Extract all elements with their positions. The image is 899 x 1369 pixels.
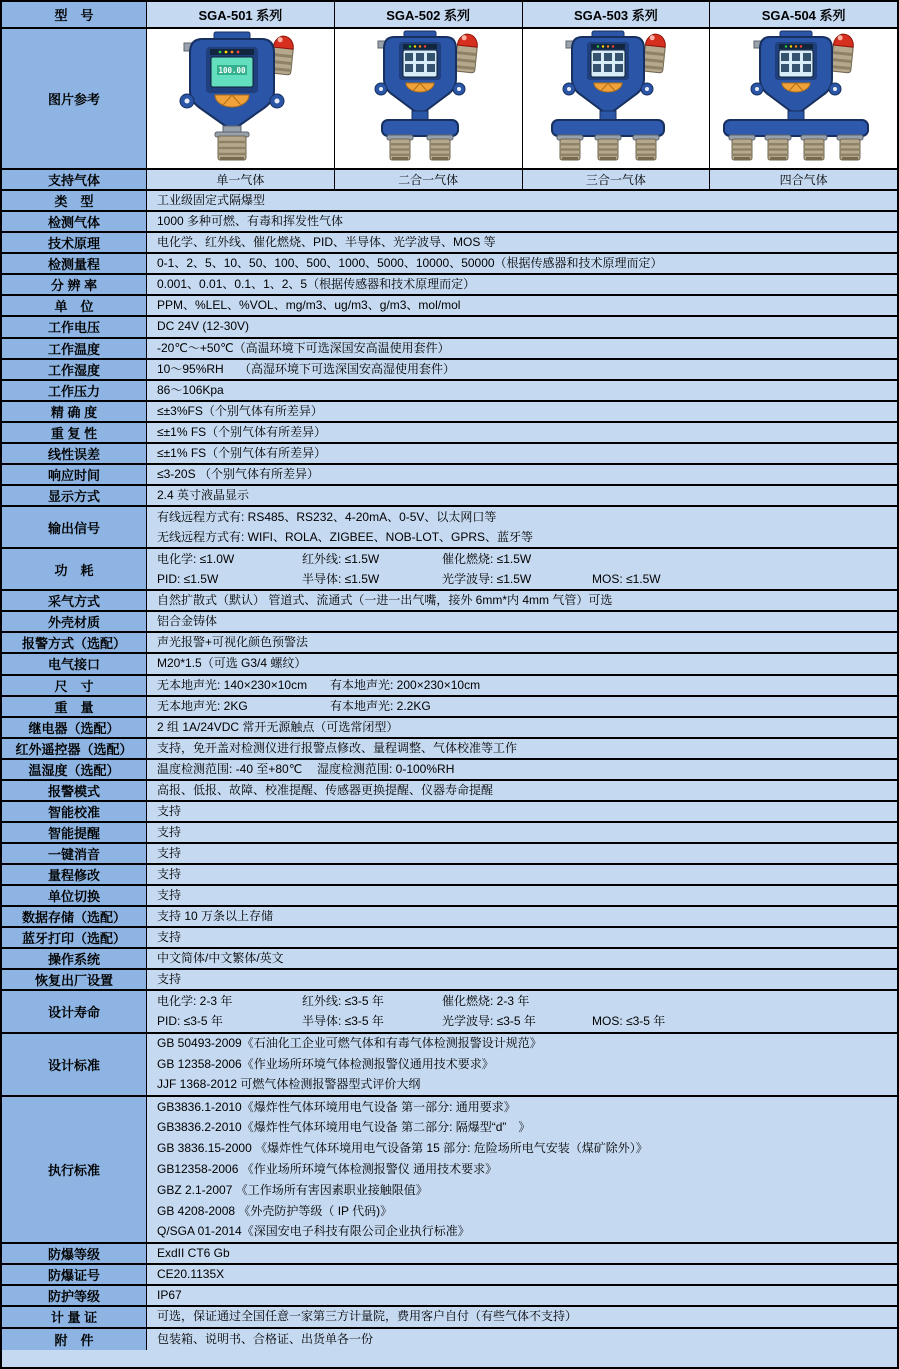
spec-row-label: 执行标准 bbox=[2, 1097, 147, 1242]
spec-row bbox=[2, 296, 897, 317]
spec-value-line: 支持 bbox=[157, 972, 182, 987]
spec-value-line bbox=[157, 550, 889, 569]
spec-row-value bbox=[147, 1034, 897, 1095]
spec-row-value bbox=[147, 802, 897, 821]
spec-row bbox=[2, 612, 897, 633]
spec-value-segment: 有本地声光: 200×230×10cm bbox=[330, 677, 481, 692]
spec-value-line: GB12358-2006 《作业场所环境气体检测报警仪 通用技术要求》 bbox=[157, 1162, 498, 1176]
spec-row-value bbox=[147, 823, 897, 842]
spec-row bbox=[2, 233, 897, 254]
spec-value-line: 支持 bbox=[157, 888, 182, 903]
spec-value-segment: 红外线: ≤3-5 年 bbox=[302, 993, 384, 1008]
spec-value-line: 声光报警+可视化颜色预警法 bbox=[157, 635, 309, 650]
spec-row bbox=[2, 591, 897, 612]
spec-row-label: 单位切换 bbox=[2, 886, 147, 905]
spec-value-line: ≤3-20S （个别气体有所差异） bbox=[157, 466, 319, 481]
spec-value-line: PPM、%LEL、%VOL、mg/m3、ug/m3、g/m3、mol/mol bbox=[157, 298, 461, 313]
spec-value-line: GB 50493-2009《石油化工企业可燃气体和有毒气体检测报警设计规范》 bbox=[157, 1036, 542, 1051]
gas-cell-4: 四合气体 bbox=[710, 170, 897, 189]
spec-row-value bbox=[147, 444, 897, 463]
spec-value-line bbox=[157, 760, 889, 779]
spec-row-label: 设计标准 bbox=[2, 1034, 147, 1095]
spec-row-label: 显示方式 bbox=[2, 486, 147, 505]
spec-row-value bbox=[147, 212, 897, 231]
spec-value-line: CE20.1135X bbox=[157, 1267, 225, 1282]
spec-value-line: GB3836.1-2010《爆炸性气体环境用电气设备 第一部分: 通用要求》 bbox=[157, 1099, 516, 1114]
spec-row bbox=[2, 549, 897, 591]
spec-value-segment: MOS: ≤1.5W bbox=[592, 571, 661, 586]
spec-row-value bbox=[147, 1097, 897, 1242]
spec-value-segment: PID: ≤3-5 年 bbox=[157, 1014, 223, 1029]
spec-value-line: 可选，保证通过全国任意一家第三方计量院，费用客户自付（有些气体不支持） bbox=[157, 1309, 578, 1324]
spec-row bbox=[2, 718, 897, 739]
spec-value-line: 支持 bbox=[157, 803, 182, 818]
spec-row-label: 智能校准 bbox=[2, 802, 147, 821]
spec-value-line: GBZ 2.1-2007 《工作场所有害因素职业接触限值》 bbox=[157, 1182, 428, 1197]
spec-row bbox=[2, 654, 897, 675]
spec-row-value bbox=[147, 781, 897, 800]
spec-row bbox=[2, 1329, 897, 1350]
spec-row-value bbox=[147, 654, 897, 673]
spec-row-label: 类 型 bbox=[2, 191, 147, 210]
spec-row-value bbox=[147, 549, 897, 589]
spec-row-label: 防爆证号 bbox=[2, 1265, 147, 1284]
spec-row-value bbox=[147, 970, 897, 989]
spec-row-value bbox=[147, 381, 897, 400]
spec-value-segment: 温度检测范围: -40 至+80℃ bbox=[157, 761, 303, 776]
spec-row-value bbox=[147, 191, 897, 210]
spec-row-value bbox=[147, 697, 897, 716]
spec-value-line: 电化学、红外线、催化燃烧、PID、半导体、光学波导、MOS 等 bbox=[157, 235, 496, 250]
spec-row bbox=[2, 844, 897, 865]
spec-row-value bbox=[147, 633, 897, 652]
spec-row-value bbox=[147, 465, 897, 484]
spec-value-line: Q/SGA 01-2014《深国安电子科技有限公司企业执行标准》 bbox=[157, 1224, 470, 1239]
spec-row-label: 单 位 bbox=[2, 296, 147, 315]
spec-value-line: 10～95%RH （高湿环境下可选深国安高湿使用套件） bbox=[157, 361, 456, 376]
spec-row-label: 工作压力 bbox=[2, 381, 147, 400]
spec-row-label: 尺 寸 bbox=[2, 676, 147, 695]
spec-value-segment: 光学波导: ≤3-5 年 bbox=[442, 1014, 536, 1029]
spec-row-label: 设计寿命 bbox=[2, 991, 147, 1031]
spec-value-segment: 有本地声光: 2.2KG bbox=[330, 698, 431, 713]
spec-value-line: 2 组 1A/24VDC 常开无源触点（可选常闭型） bbox=[157, 719, 399, 734]
spec-row-value bbox=[147, 339, 897, 358]
spec-row bbox=[2, 360, 897, 381]
spec-row-value bbox=[147, 907, 897, 926]
spec-row-label: 技术原理 bbox=[2, 233, 147, 252]
spec-value-line bbox=[157, 676, 889, 695]
gas-cell-2: 二合一气体 bbox=[335, 170, 523, 189]
device-cell-2 bbox=[335, 29, 523, 168]
spec-value-line bbox=[157, 697, 889, 716]
spec-value-line bbox=[157, 570, 889, 589]
spec-value-line: ExdII CT6 Gb bbox=[157, 1246, 230, 1261]
spec-value-segment: 催化燃烧: ≤1.5W bbox=[442, 551, 532, 566]
spec-row-label: 响应时间 bbox=[2, 465, 147, 484]
spec-row bbox=[2, 212, 897, 233]
spec-row bbox=[2, 970, 897, 991]
spec-row bbox=[2, 802, 897, 823]
spec-value-line: 支持 bbox=[157, 867, 182, 882]
spec-row-value bbox=[147, 676, 897, 695]
spec-value-segment: 光学波导: ≤1.5W bbox=[442, 571, 532, 586]
image-row bbox=[2, 29, 897, 170]
spec-row-label: 一键消音 bbox=[2, 844, 147, 863]
spec-value-line bbox=[157, 1012, 889, 1031]
spec-value-line: IP67 bbox=[157, 1288, 182, 1303]
spec-row-label: 检测气体 bbox=[2, 212, 147, 231]
spec-row-label: 重 复 性 bbox=[2, 423, 147, 442]
spec-row-label: 温湿度（选配） bbox=[2, 760, 147, 779]
spec-row-value bbox=[147, 949, 897, 968]
spec-row-value bbox=[147, 423, 897, 442]
spec-row-label: 量程修改 bbox=[2, 865, 147, 884]
spec-row-label: 报警模式 bbox=[2, 781, 147, 800]
alarm-beacon bbox=[643, 33, 667, 73]
spec-row bbox=[2, 1034, 897, 1097]
spec-row-label: 线性误差 bbox=[2, 444, 147, 463]
spec-row bbox=[2, 381, 897, 402]
spec-row-value bbox=[147, 1329, 897, 1350]
spec-row-label: 输出信号 bbox=[2, 507, 147, 547]
model-header-4: SGA-504 系列 bbox=[710, 2, 897, 27]
spec-row-value bbox=[147, 739, 897, 758]
spec-row bbox=[2, 949, 897, 970]
spec-value-segment: 半导体: ≤3-5 年 bbox=[302, 1014, 384, 1029]
spec-row-label: 计 量 证 bbox=[2, 1307, 147, 1326]
spec-value-line: 自然扩散式（默认） 管道式、流通式（一进一出气嘴，接外 6mm*内 4mm 气管）可选 bbox=[157, 593, 613, 608]
spec-row bbox=[2, 907, 897, 928]
spec-row-label: 蓝牙打印（选配） bbox=[2, 928, 147, 947]
spec-value-line: 2.4 英寸液晶显示 bbox=[157, 487, 250, 502]
spec-value-line: 工业级固定式隔爆型 bbox=[157, 193, 266, 208]
row-label-image: 图片参考 bbox=[2, 29, 147, 168]
spec-row bbox=[2, 402, 897, 423]
spec-row-value bbox=[147, 254, 897, 273]
spec-row-value bbox=[147, 844, 897, 863]
spec-row bbox=[2, 317, 897, 338]
spec-row-value bbox=[147, 1307, 897, 1326]
spec-value-line: 有线远程方式有: RS485、RS232、4-20mA、0-5V、以太网口等 bbox=[157, 509, 497, 524]
gas-cell-3: 三合一气体 bbox=[523, 170, 711, 189]
spec-row-label: 重 量 bbox=[2, 697, 147, 716]
spec-row-value bbox=[147, 865, 897, 884]
spec-row-value bbox=[147, 486, 897, 505]
gas-cell-1: 单一气体 bbox=[147, 170, 335, 189]
spec-row-value bbox=[147, 928, 897, 947]
spec-row-label: 功 耗 bbox=[2, 549, 147, 589]
device-image-sga-504 bbox=[718, 29, 890, 168]
spec-value-line: 1000 多种可燃、有毒和挥发性气体 bbox=[157, 214, 344, 229]
spec-value-line: 支持 bbox=[157, 846, 182, 861]
spec-row-value bbox=[147, 402, 897, 421]
spec-row-label: 精 确 度 bbox=[2, 402, 147, 421]
spec-row-value bbox=[147, 1244, 897, 1263]
spec-value-line: 支持 10 万条以上存储 bbox=[157, 909, 274, 924]
spec-row bbox=[2, 423, 897, 444]
spec-value-segment: 催化燃烧: 2-3 年 bbox=[442, 993, 530, 1008]
spec-value-segment: 电化学: ≤1.0W bbox=[157, 551, 235, 566]
spec-value-line: ≤±1% FS（个别气体有所差异） bbox=[157, 424, 327, 439]
spec-value-line: M20*1.5（可选 G3/4 螺纹） bbox=[157, 656, 307, 671]
spec-row-value bbox=[147, 275, 897, 294]
alarm-beacon bbox=[830, 33, 854, 73]
spec-row bbox=[2, 486, 897, 507]
header-row bbox=[2, 2, 897, 29]
spec-value-segment: MOS: ≤3-5 年 bbox=[592, 1014, 666, 1029]
spec-value-line: 支持，免开盖对检测仪进行报警点修改、量程调整、气体校准等工作 bbox=[157, 740, 518, 755]
spec-value-line: 铝合金铸体 bbox=[157, 614, 218, 629]
spec-value-line: GB 12358-2006《作业场所环境气体检测报警仪通用技术要求》 bbox=[157, 1056, 494, 1071]
spec-value-line: 0.001、0.01、0.1、1、2、5（根据传感器和技术原理而定） bbox=[157, 277, 476, 292]
spec-row-value bbox=[147, 1286, 897, 1305]
device-cell-4 bbox=[710, 29, 897, 168]
spec-row-label: 红外遥控器（选配） bbox=[2, 739, 147, 758]
spec-value-segment: 半导体: ≤1.5W bbox=[302, 571, 380, 586]
row-label-gas: 支持气体 bbox=[2, 170, 147, 189]
spec-row-value bbox=[147, 760, 897, 779]
spec-row-label: 智能提醒 bbox=[2, 823, 147, 842]
spec-row-label: 电气接口 bbox=[2, 654, 147, 673]
spec-value-line: 86～106Kpa bbox=[157, 382, 224, 397]
spec-row-value bbox=[147, 296, 897, 315]
alarm-beacon bbox=[455, 33, 479, 73]
device-cells bbox=[147, 29, 897, 168]
spec-row bbox=[2, 739, 897, 760]
spec-table-body bbox=[2, 191, 897, 1350]
gas-cells bbox=[147, 170, 897, 189]
spec-row-label: 操作系统 bbox=[2, 949, 147, 968]
spec-row bbox=[2, 928, 897, 949]
spec-row bbox=[2, 1307, 897, 1328]
spec-value-line: JJF 1368-2012 可燃气体检测报警器型式评价大纲 bbox=[157, 1077, 421, 1092]
spec-value-segment: 湿度检测范围: 0-100%RH bbox=[317, 761, 455, 776]
spec-value-line: GB 4208-2008 《外壳防护等级（ IP 代码)》 bbox=[157, 1203, 393, 1218]
spec-row bbox=[2, 507, 897, 549]
spec-row-value bbox=[147, 991, 897, 1031]
spec-row bbox=[2, 275, 897, 296]
spec-row-value bbox=[147, 591, 897, 610]
device-image-sga-501 bbox=[154, 29, 326, 168]
spec-row bbox=[2, 254, 897, 275]
spec-value-line: 包装箱、说明书、合格证、出货单各一份 bbox=[157, 1331, 374, 1346]
spec-row-label: 恢复出厂设置 bbox=[2, 970, 147, 989]
spec-row-label: 分 辨 率 bbox=[2, 275, 147, 294]
spec-row bbox=[2, 444, 897, 465]
spec-value-line: GB 3836.15-2000 《爆炸性气体环境用电气设备第 15 部分: 危险场所电气安装（煤矿除外）》 bbox=[157, 1141, 648, 1156]
spec-value-line bbox=[157, 992, 889, 1011]
spec-row-value bbox=[147, 718, 897, 737]
spec-row bbox=[2, 823, 897, 844]
model-header-2: SGA-502 系列 bbox=[335, 2, 523, 27]
spec-value-segment: 红外线: ≤1.5W bbox=[302, 551, 380, 566]
model-headers bbox=[147, 2, 897, 27]
model-header-1: SGA-501 系列 bbox=[147, 2, 335, 27]
spec-row-value bbox=[147, 507, 897, 547]
spec-value-line: 支持 bbox=[157, 930, 182, 945]
spec-row-value bbox=[147, 317, 897, 336]
spec-row bbox=[2, 1265, 897, 1286]
spec-row-label: 报警方式（选配） bbox=[2, 633, 147, 652]
spec-row-value bbox=[147, 360, 897, 379]
spec-row bbox=[2, 633, 897, 654]
spec-value-line: GB3836.2-2010《爆炸性气体环境用电气设备 第二部分: 隔爆型“d” 》 bbox=[157, 1120, 531, 1135]
spec-row bbox=[2, 781, 897, 802]
spec-row bbox=[2, 865, 897, 886]
spec-row-label: 外壳材质 bbox=[2, 612, 147, 631]
spec-value-line: -20℃～+50℃（高温环境下可选深国安高温使用套件） bbox=[157, 340, 450, 355]
gas-row bbox=[2, 170, 897, 191]
row-label-model: 型 号 bbox=[2, 2, 147, 27]
spec-row-label: 采气方式 bbox=[2, 591, 147, 610]
spec-row bbox=[2, 1286, 897, 1307]
spec-value-line: 0-1、2、5、10、50、100、500、1000、5000、10000、50000（根据传感器和技术原理而定） bbox=[157, 256, 663, 271]
spec-value-segment: 无本地声光: 140×230×10cm bbox=[157, 677, 308, 692]
spec-row bbox=[2, 676, 897, 697]
device-screen-reading: 100.00 bbox=[218, 66, 246, 75]
spec-value-segment: 电化学: 2-3 年 bbox=[157, 993, 233, 1008]
device-cell-1 bbox=[147, 29, 335, 168]
spec-row bbox=[2, 191, 897, 212]
spec-value-line: ≤±3%FS（个别气体有所差异） bbox=[157, 403, 323, 418]
spec-row bbox=[2, 1097, 897, 1244]
spec-value-segment: 无本地声光: 2KG bbox=[157, 698, 248, 713]
spec-row-label: 工作湿度 bbox=[2, 360, 147, 379]
device-cell-3 bbox=[523, 29, 711, 168]
spec-value-line: 中文简体/中文繁体/英文 bbox=[157, 951, 284, 966]
spec-row bbox=[2, 339, 897, 360]
spec-row bbox=[2, 465, 897, 486]
spec-value-line: ≤±1% FS（个别气体有所差异） bbox=[157, 445, 327, 460]
spec-value-line: 无线远程方式有: WIFI、ROLA、ZIGBEE、NOB-LOT、GPRS、蓝牙等 bbox=[157, 529, 534, 544]
spec-value-line: DC 24V (12-30V) bbox=[157, 319, 250, 334]
spec-row-label: 防爆等级 bbox=[2, 1244, 147, 1263]
spec-value-segment: PID: ≤1.5W bbox=[157, 571, 219, 586]
spec-row-value bbox=[147, 612, 897, 631]
spec-row-label: 数据存储（选配） bbox=[2, 907, 147, 926]
spec-row-label: 继电器（选配） bbox=[2, 718, 147, 737]
spec-row-value bbox=[147, 1265, 897, 1284]
spec-value-line: 高报、低报、故障、校准提醒、传感器更换提醒、仪器寿命提醒 bbox=[157, 782, 494, 797]
model-header-3: SGA-503 系列 bbox=[523, 2, 711, 27]
spec-row bbox=[2, 1244, 897, 1265]
spec-row-label: 附 件 bbox=[2, 1329, 147, 1350]
spec-row-label: 防护等级 bbox=[2, 1286, 147, 1305]
spec-row bbox=[2, 697, 897, 718]
spec-row-label: 工作电压 bbox=[2, 317, 147, 336]
spec-row-value bbox=[147, 886, 897, 905]
spec-row-value bbox=[147, 233, 897, 252]
spec-value-line: 支持 bbox=[157, 824, 182, 839]
device-image-sga-503 bbox=[530, 29, 702, 168]
spec-row-label: 检测量程 bbox=[2, 254, 147, 273]
spec-row bbox=[2, 991, 897, 1033]
device-image-sga-502 bbox=[342, 29, 514, 168]
spec-row bbox=[2, 760, 897, 781]
spec-row-label: 工作温度 bbox=[2, 339, 147, 358]
spec-row bbox=[2, 886, 897, 907]
